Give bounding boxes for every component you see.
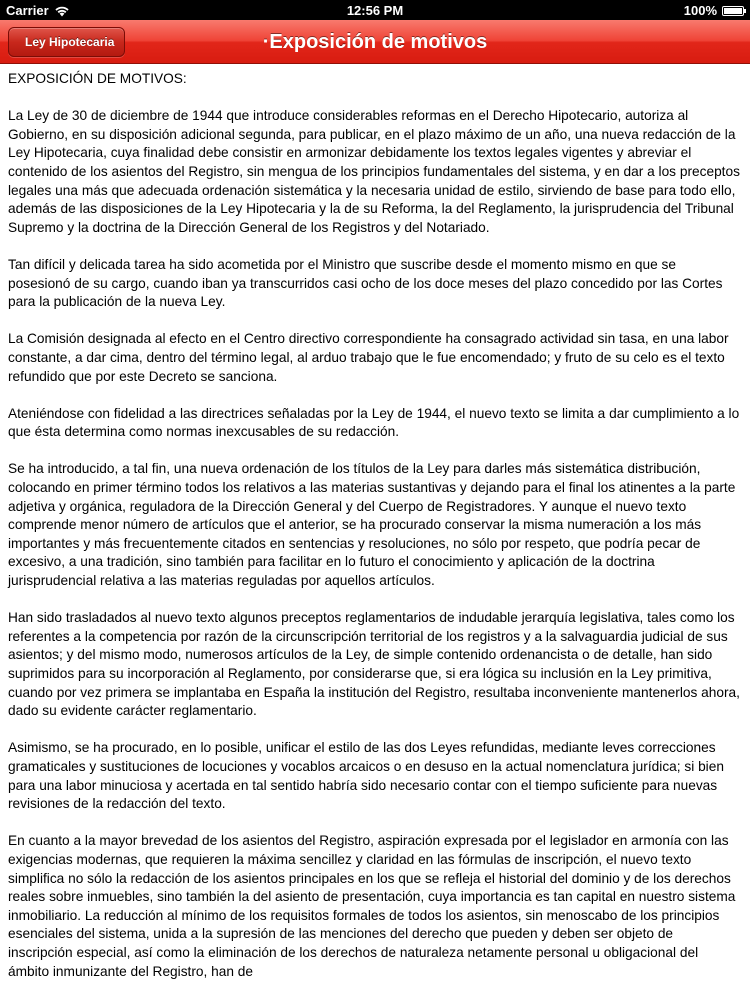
document-heading: EXPOSICIÓN DE MOTIVOS: [8,71,187,86]
paragraph: La Comisión designada al efecto en el Centro directivo correspondiente ha consagrado actividad sin tasa, en una labor constante, a dar cima, dentro del término legal, al arduo trabajo que le fue encomendado; y fruto de su celo es el texto refundido que por este Decreto se sanciona. [8,331,729,384]
carrier-label: Carrier [6,3,49,18]
page-title: ·Exposición de motivos [262,31,488,53]
back-button-label: Ley Hipotecaria [25,35,115,49]
paragraph: Tan difícil y delicada tarea ha sido acometida por el Ministro que suscribe desde el momento mismo en que se posesionó de su cargo, cuando iban ya transcurridos casi ocho de los doce meses del plazo concedido por las Cortes para la publicación de la nueva Ley. [8,256,723,310]
back-button[interactable] [8,27,125,57]
paragraph: Han sido trasladados al nuevo texto algunos preceptos reglamentarios de indudable jerarquía legislativa, tales como los referentes a la competencia por razón de la circunscripción territorial de los registros y a la salvaguardia judicial de sus asientos; y del mismo modo, numerosos artículos de la Ley, de simple contenido ordenancista o de detalle, han sido suprimidos para su incorporación al Reglamento, por considerarse que, si era lógica su inclusión en la Ley primitiva, cuando por vez primera se implantaba en España la institución del Registro, resultaba inconveniente mantenerlos ahora, dado su evidente carácter reglamentario. [8,610,740,719]
battery-fill [724,8,742,14]
paragraph: Ateniéndose con fidelidad a las directrices señaladas por la Ley de 1944, el nuevo texto se limita a dar cumplimiento a lo que ésta determina como normas inexcusables de su redacción. [8,405,740,440]
navigation-bar [0,20,750,64]
status-bar [0,0,750,20]
paragraph-list [8,107,740,981]
battery-icon [722,6,744,16]
clock: 12:56 PM [346,3,404,18]
battery-percent: 100% [683,3,717,18]
document-body[interactable] [0,64,750,1000]
battery-indicator [684,3,744,18]
paragraph: Se ha introducido, a tal fin, una nueva ordenación de los títulos de la Ley para darles más sistemática distribución, colocando en primer término todos los relativos a las materias sustantivas y dejando para el final los atinentes a la parte adjetiva y orgánica, reguladora de la Dirección General y del Cuerpo de Registradores. Y aunque el nuevo texto comprende menor número de artículos que el anterior, se ha procurado conservar la misma numeración a los más importantes y más frecuentemente citados en sentencias y resoluciones, no sólo por respeto, que podría pecar de excesivo, a una tradición, sino también para facilitar en lo futuro el conocimiento y aplicación de la doctrina jurisprudencial relativa a las materias reguladas por aquellos artículos. [8,461,736,589]
paragraph: Asimismo, se ha procurado, en lo posible, unificar el estilo de las dos Leyes refundidas, mediante leves correcciones gramaticales y sustituciones de locuciones y vocablos arcaicos o en desuso en la actual nomenclatura jurídica; si bien para una labor minuciosa y acertada en tal sentido habría sido necesario contar con el tiempo suficiente para nuevas revisiones de la redacción del texto. [8,740,724,812]
paragraph: En cuanto a la mayor brevedad de los asientos del Registro, aspiración expresada por el legislador en armonía con las exigencias modernas, que requieren la máxima sencillez y claridad en las fórmulas de inscripción, el nuevo texto simplifica no sólo la redacción de los asientos principales en los que se refleja el historial del dominio y de los derechos reales sobre inmuebles, sino también la del asiento de presentación, cuya importancia es tan capital en nuestro sistema inmobiliario. La reducción al mínimo de los requisitos formales de todos los asientos, sin menoscabo de los principios esenciales del sistema, unida a la supresión de las menciones del derecho que pueden y deben ser objeto de inscripción especial, así como la eliminación de los derechos de naturaleza netamente personal u obligacional del ámbito inmunizante del Registro, han de [8,833,736,979]
paragraph: La Ley de 30 de diciembre de 1944 que introduce considerables reformas en el Derecho Hipotecario, autoriza al Gobierno, en su disposición adicional segunda, para publicar, en el plazo máximo de un año, una nueva redacción de la Ley Hipotecaria, cuya finalidad debe consistir en armonizar debidamente los textos legales vigentes y abreviar el contenido de los asientos del Registro, sin mengua de los principios fundamentales del sistema, y en dar a los preceptos legales una más que adecuada ordenación sistemática y la necesaria unidad de estilo, sirviendo de base para todo ello, además de las disposiciones de la Ley Hipotecaria y la de su Reforma, la del Reglamento, la jurisprudencia del Tribunal Supremo y la doctrina de la Dirección General de los Registros y del Notariado. [8,108,740,235]
